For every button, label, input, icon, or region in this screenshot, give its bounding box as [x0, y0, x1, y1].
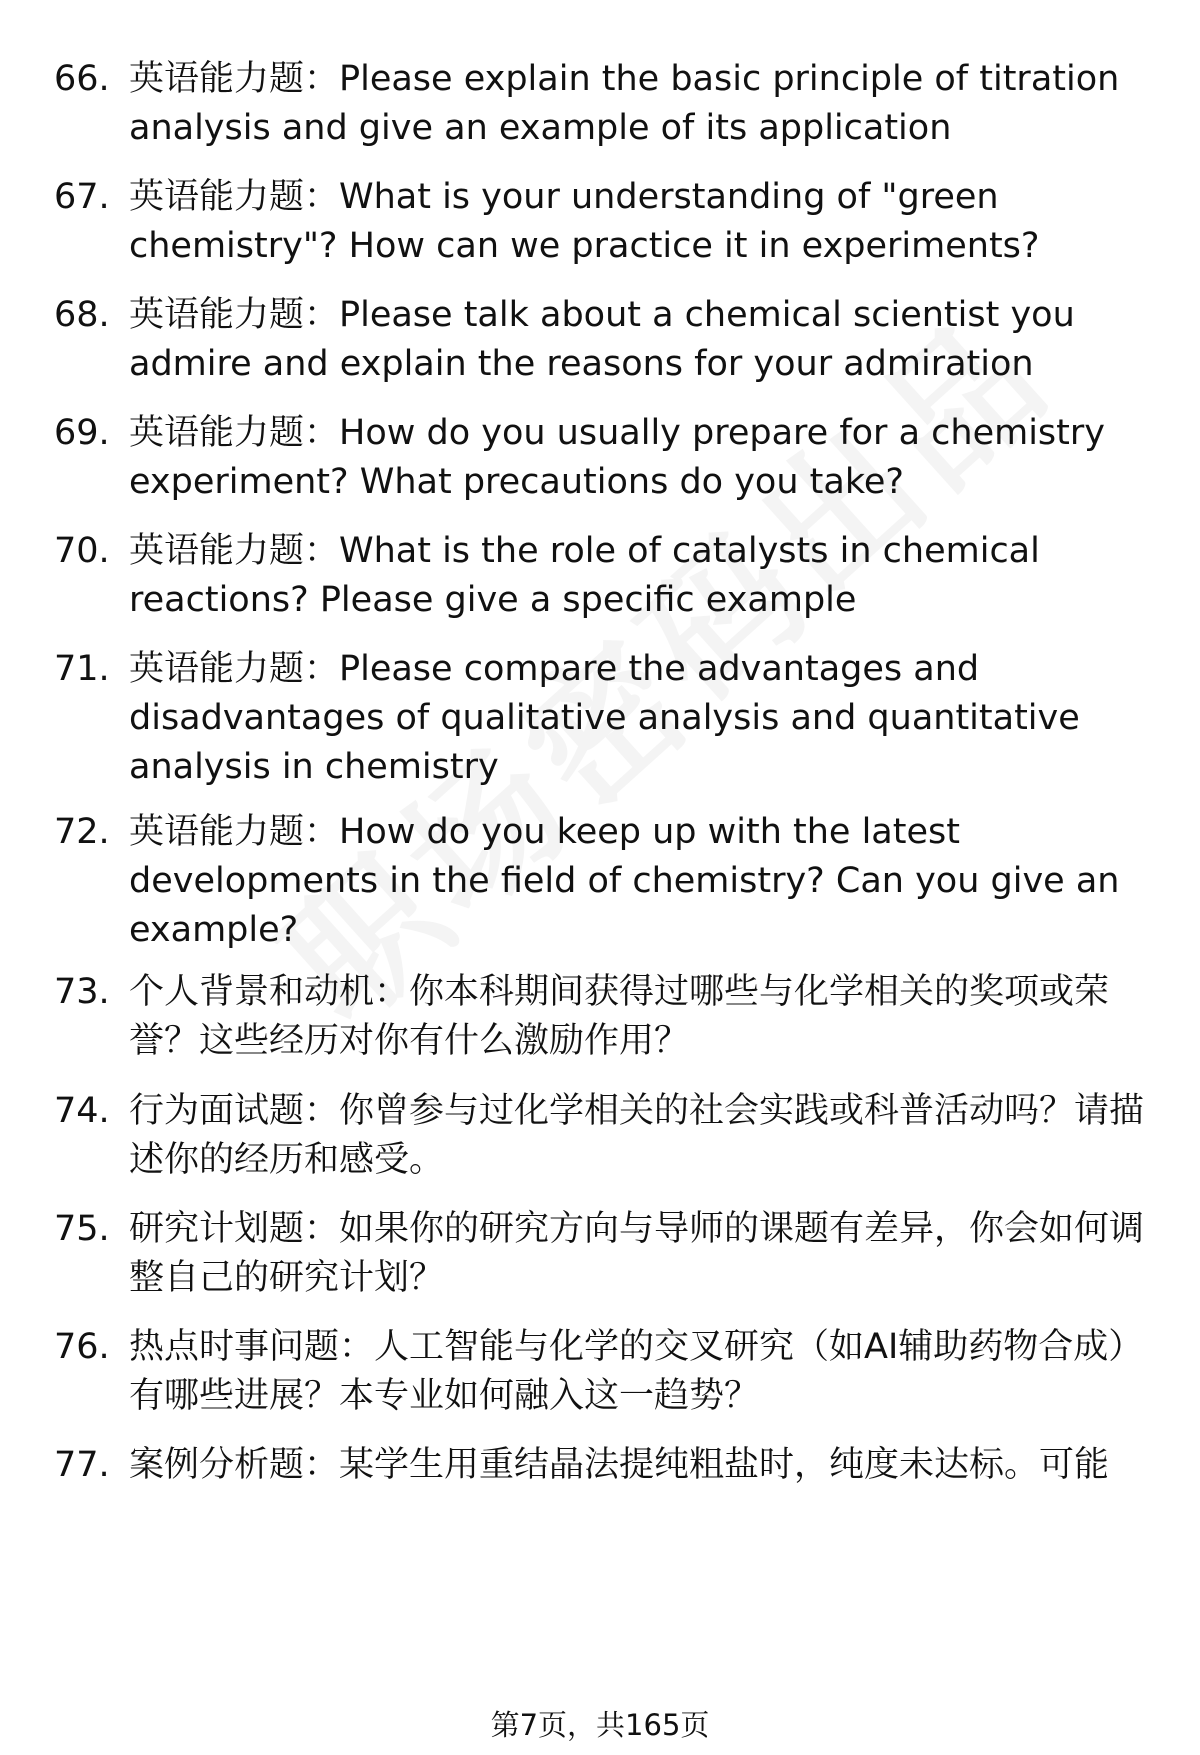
- question-text: 英语能力题：Please talk about a chemical scientist you admire and explain the reasons for your admiration: [129, 295, 1075, 384]
- question-text: 个人背景和动机：你本科期间获得过哪些与化学相关的奖项或荣誉？这些经历对你有什么激励作用？: [129, 972, 1110, 1061]
- question-number: 74.: [54, 1091, 110, 1131]
- question-text: 英语能力题：What is the role of catalysts in chemical reactions? Please give a specific example: [129, 531, 1040, 620]
- question-number: 76.: [54, 1327, 110, 1367]
- question-item: [54, 409, 1144, 507]
- question-text: 行为面试题：你曾参与过化学相关的社会实践或科普活动吗？请描述你的经历和感受。: [129, 1091, 1145, 1180]
- question-number: 77.: [54, 1445, 110, 1485]
- question-item: [54, 291, 1144, 389]
- question-text: 案例分析题：某学生用重结晶法提纯粗盐时，纯度未达标。可能: [129, 1445, 1110, 1485]
- question-number: 75.: [54, 1209, 110, 1249]
- question-number: 69.: [54, 413, 110, 453]
- question-item: [54, 55, 1144, 153]
- question-text: 英语能力题：Please compare the advantages and disadvantages of qualitative analysis and quantitative analysis in chemistry: [129, 649, 1080, 787]
- question-number: 68.: [54, 295, 110, 335]
- question-item: [54, 527, 1144, 625]
- question-item: [54, 1205, 1144, 1303]
- question-item: [54, 1441, 1144, 1490]
- question-item: [54, 968, 1144, 1066]
- question-text: 英语能力题：What is your understanding of "green chemistry"? How can we practice it in experiments?: [129, 177, 1040, 266]
- question-item: [54, 808, 1144, 955]
- question-item: [54, 645, 1144, 792]
- question-number: 70.: [54, 531, 110, 571]
- question-text: 英语能力题：How do you keep up with the latest developments in the field of chemistry? Can you give an example?: [129, 812, 1120, 950]
- question-text: 研究计划题：如果你的研究方向与导师的课题有差异，你会如何调整自己的研究计划？: [129, 1209, 1145, 1298]
- question-text: 热点时事问题：人工智能与化学的交叉研究（如AI辅助药物合成）有哪些进展？本专业如何融入这一趋势？: [129, 1327, 1144, 1416]
- question-number: 67.: [54, 177, 110, 217]
- question-number: 73.: [54, 972, 110, 1012]
- question-number: 71.: [54, 649, 110, 689]
- question-text: 英语能力题：How do you usually prepare for a chemistry experiment? What precautions do you take?: [129, 413, 1105, 502]
- page-number-footer: 第7页，共165页: [490, 1708, 710, 1742]
- question-number: 72.: [54, 812, 110, 852]
- question-item: [54, 1087, 1144, 1185]
- question-item: [54, 1323, 1144, 1421]
- question-number: 66.: [54, 59, 110, 99]
- question-text: 英语能力题：Please explain the basic principle of titration analysis and give an example of its application: [129, 59, 1120, 148]
- question-item: [54, 173, 1144, 271]
